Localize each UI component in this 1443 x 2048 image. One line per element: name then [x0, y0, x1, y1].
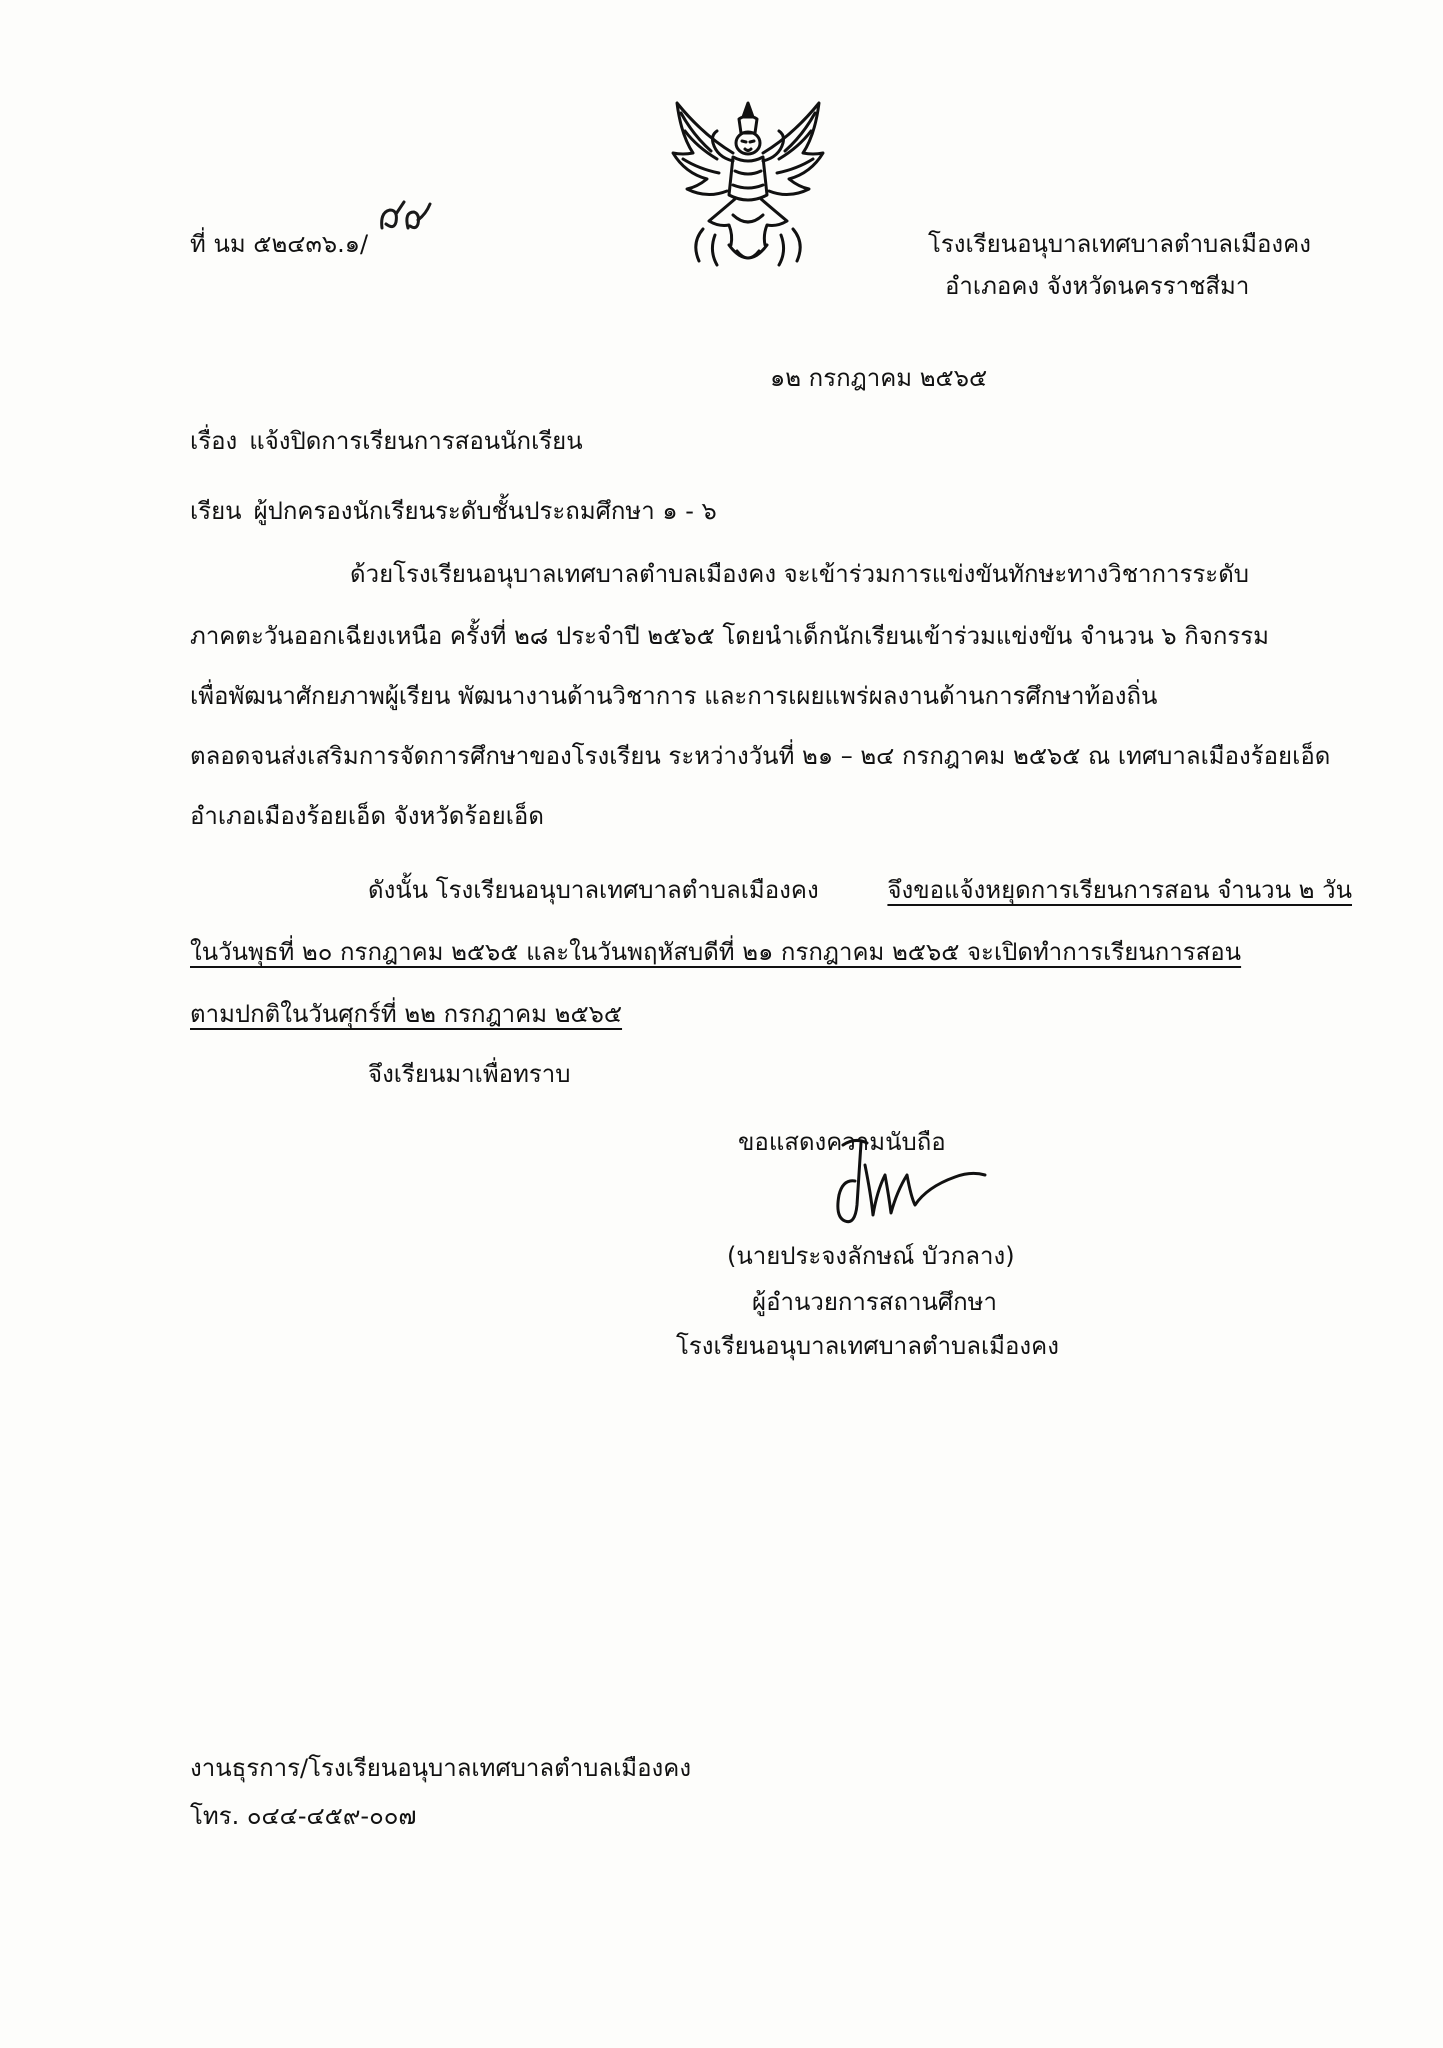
handwritten-number: [378, 200, 436, 234]
letter-date: ๑๒ กรกฎาคม ๒๕๖๕: [770, 364, 988, 392]
para1-line4: ตลอดจนส่งเสริมการจัดการศึกษาของโรงเรียน ระหว่างวันที่ ๒๑ – ๒๔ กรกฎาคม ๒๕๖๕ ณ เทศบาลเมืองร้อยเอ็ด: [190, 742, 1331, 770]
footer-department: งานธุรการ/โรงเรียนอนุบาลเทศบาลตำบลเมืองคง: [190, 1754, 692, 1782]
closing-line: จึงเรียนมาเพื่อทราบ: [368, 1060, 571, 1088]
recipient-text: ผู้ปกครองนักเรียนระดับชั้นประถมศึกษา ๑ - ๖: [253, 497, 717, 525]
para2-line2: ในวันพุธที่ ๒๐ กรกฎาคม ๒๕๖๕ และในวันพฤหัสบดีที่ ๒๑ กรกฎาคม ๒๕๖๕ จะเปิดทำการเรียนการสอน: [190, 938, 1242, 966]
footer-phone: โทร. ๐๔๔-๔๕๙-๐๐๗: [190, 1802, 417, 1830]
signatory-name: (นายประจงลักษณ์ บัวกลาง): [727, 1242, 1015, 1270]
para1-line5: อำเภอเมืองร้อยเอ็ด จังหวัดร้อยเอ็ด: [190, 802, 544, 830]
para2-line1: [368, 874, 1352, 906]
subject-label: เรื่อง: [190, 427, 238, 455]
para1-line2: ภาคตะวันออกเฉียงเหนือ ครั้งที่ ๒๘ ประจำปี ๒๕๖๕ โดยนำเด็กนักเรียนเข้าร่วมแข่งขัน จำนวน ๖ กิจกรรม: [190, 622, 1269, 650]
subject-line: [190, 425, 583, 457]
garuda-emblem-icon: [663, 95, 833, 280]
para2-line1-plain: ดังนั้น โรงเรียนอนุบาลเทศบาลตำบลเมืองคง: [368, 876, 819, 904]
signature-image: [815, 1135, 990, 1235]
signatory-position: ผู้อำนวยการสถานศึกษา: [752, 1288, 997, 1316]
reference-number: ที่ นม ๕๒๔๓๖.๑/: [190, 230, 369, 258]
signatory-school: โรงเรียนอนุบาลเทศบาลตำบลเมืองคง: [676, 1332, 1059, 1360]
para2-line1-underlined: จึงขอแจ้งหยุดการเรียนการสอน จำนวน ๒ วัน: [887, 876, 1352, 904]
sender-address: อำเภอคง จังหวัดนครราชสีมา: [945, 272, 1250, 300]
regards-line: ขอแสดงความนับถือ: [738, 1128, 946, 1156]
para1-line1: ด้วยโรงเรียนอนุบาลเทศบาลตำบลเมืองคง จะเข้าร่วมการแข่งขันทักษะทางวิชาการระดับ: [350, 560, 1250, 588]
sender-school: โรงเรียนอนุบาลเทศบาลตำบลเมืองคง: [928, 230, 1311, 258]
para2-line3: ตามปกติในวันศุกร์ที่ ๒๒ กรกฎาคม ๒๕๖๕: [190, 1000, 623, 1028]
para1-line3: เพื่อพัฒนาศักยภาพผู้เรียน พัฒนางานด้านวิชาการ และการเผยแพร่ผลงานด้านการศึกษาท้องถิ่น: [190, 682, 1158, 710]
recipient-label: เรียน: [190, 497, 242, 525]
subject-text: แจ้งปิดการเรียนการสอนนักเรียน: [249, 427, 583, 455]
recipient-line: [190, 495, 717, 527]
